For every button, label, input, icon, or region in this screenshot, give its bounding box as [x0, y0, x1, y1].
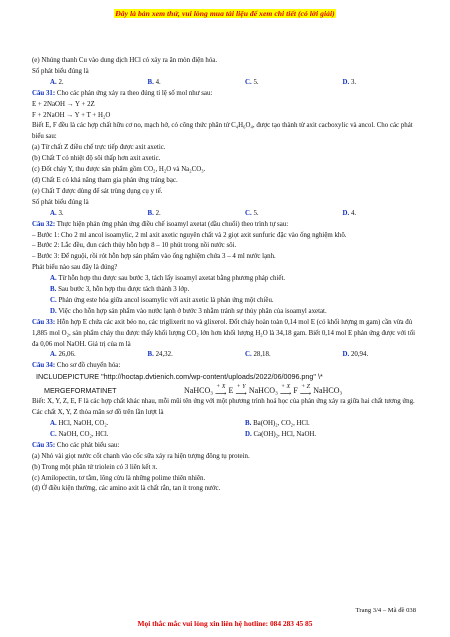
option-text: 5. [253, 78, 259, 86]
option-letter: D. [342, 351, 350, 359]
q34-options-row-1 [32, 419, 422, 430]
q34-merge-field: MERGEFORMATINET [44, 386, 117, 396]
q34-options-row-2 [32, 430, 422, 441]
option-letter: C. [50, 296, 57, 304]
q31-prompt: Số phát biểu đúng là [32, 198, 89, 206]
option-text: 3. [350, 78, 357, 86]
option-letter: C. [50, 430, 57, 438]
option-letter: A. [50, 275, 57, 283]
arrow-icon: ⟶ [235, 389, 247, 399]
q31-item-d: (d) Chất E có khả năng tham gia phản ứng tráng bạc. [32, 176, 178, 184]
option-letter: D. [50, 307, 57, 315]
arrow-icon: ⟶ [215, 389, 227, 399]
question-label: Câu 35: [32, 441, 56, 449]
question-stem: Cho các phản ứng xảy ra theo đúng tỉ lệ số mol như sau: [56, 89, 213, 97]
question-label: Câu 33: [32, 318, 56, 326]
q31-option-b [130, 209, 228, 220]
option-text: NaOH, CO₂, HCl. [58, 430, 109, 438]
q34-include-field: INCLUDEPICTURE "http://hoctap.dvtienich.com/wp-content/uploads/2022/06/0096.png" \* [36, 372, 323, 382]
option-letter: A. [50, 209, 57, 217]
option-text: Ba(OH)₂, CO₂, HCl. [253, 420, 310, 427]
q33-option-a [32, 350, 130, 361]
q32-prompt: Phát biểu nào sau đây là đúng? [32, 264, 118, 272]
q33-option-c [227, 350, 325, 361]
q32-option-d [32, 307, 422, 318]
arrow-icon: ⟶ [299, 389, 312, 399]
hotline-footer: Mọi thắc mắc vui lòng xin liên hệ hotline: 084 283 45 85 [137, 619, 313, 628]
q31-option-c [227, 209, 325, 220]
option-text: Sau bước 3, hỗn hợp thu được tách thành 3 lớp. [58, 286, 190, 294]
chain-arrow [215, 384, 226, 397]
question-stem: Thực hiện phản ứng phản ứng điều chế isoamyl axetat (dầu chuối) theo trình tự sau: [56, 220, 289, 228]
option-text: 2. [58, 78, 64, 86]
chain-species: F [293, 386, 298, 396]
preview-banner-text: Đây là bản xem thử, vui lòng mua tài liệu để xem chi tiết (có lời giải) [115, 9, 335, 18]
option-letter: B. [147, 209, 154, 217]
option-letter: D. [245, 430, 252, 438]
option-text: Phản ứng este hóa giữa ancol isoamylic với axit axetic là phản ứng một chiều. [58, 296, 274, 304]
q31-stem [32, 89, 422, 100]
q35-item-a: (a) Nhỏ vài giọt nước cốt chanh vào cốc sữa xảy ra hiện tượng đông tụ protein. [32, 452, 250, 460]
preview-banner [0, 9, 450, 18]
arrow-label: + Y [236, 384, 246, 391]
option-text: Ca(OH)₂, HCl, NaOH. [253, 430, 317, 438]
q35-item-b: (b) Trong một phân tử triolein có 3 liên kết π. [32, 463, 158, 471]
chain-species: E [228, 386, 234, 396]
document-content [32, 56, 422, 495]
q34-option-c [32, 430, 227, 441]
q31-item-c: (c) Đốt cháy Y, thu được sản phẩm gồm CO₂, H₂O và Na₂CO₃. [32, 166, 206, 174]
option-letter: C. [245, 209, 252, 217]
q30-option-d [325, 78, 423, 89]
q31-item-b: (b) Chất T có nhiệt độ sôi thấp hơn axit axetic. [32, 155, 161, 163]
option-text: HCl, NaOH, CO₂. [58, 420, 109, 427]
option-letter: B. [147, 351, 154, 359]
option-text: 2. [155, 209, 161, 217]
option-letter: A. [50, 78, 57, 86]
question-stem: Cho sơ đồ chuyển hóa: [56, 362, 121, 370]
q32-step-3: – Bước 3: Để nguội, rồi rót hỗn hợp sản phẩm vào ống nghiệm chứa 3 – 4 ml nước lạnh. [32, 253, 276, 261]
option-letter: B. [245, 420, 252, 427]
option-letter: C. [245, 351, 252, 359]
arrow-label: + X [280, 384, 291, 391]
q30-options [32, 78, 422, 89]
option-text: 5. [253, 209, 259, 217]
option-letter: A. [50, 420, 57, 427]
option-letter: D. [342, 78, 350, 86]
q31-options [32, 209, 422, 220]
q35-stem [32, 441, 422, 452]
q30-option-a [32, 78, 130, 89]
q35-item-d: (d) Ở điều kiện thường, các amino axit là chất rắn, tan ít trong nước. [32, 485, 221, 493]
option-letter: D. [342, 209, 350, 217]
q34-option-a [32, 419, 227, 430]
option-letter: C. [245, 78, 252, 86]
q34-reaction-chain [32, 384, 422, 397]
question-label: Câu 32: [32, 220, 56, 228]
option-letter: B. [50, 286, 57, 294]
chain-arrow [235, 384, 246, 397]
q31-reaction-2: F + 2NaOH → Y + T + H₂O [32, 111, 111, 119]
q31-info: Biết E, F đều là các hợp chất hữu cơ no, mạch hở, có công thức phân tử C₄H₆O₄, được tạo thành từ axit cacboxylic và ancol. Cho các phát biểu sau: [32, 122, 413, 141]
arrow-label: + X [216, 384, 226, 391]
page-number: Trang 3/4 – Mã đề 038 [355, 607, 416, 614]
q31-reaction-1: E + 2NaOH → Y + 2Z [32, 100, 95, 108]
q34-stem [32, 361, 422, 372]
question-label: Câu 34: [32, 362, 56, 370]
option-text: 24,32. [155, 351, 173, 359]
question-stem: Hỗn hợp E chứa các axit béo no, các triglixerit no và glixerol. Đốt cháy hoàn toàn 0,14 mol E (có khối lượng m gam) cần vừa đủ 1,885 mol O₂, sản phẩm cháy thu được thấy khối lượng CO₂ lớn hơn khối lượng H₂O là 34,18 gam. Biết 0,14 mol E phản ứng được với tối đa 0,06 mol NaOH. Giá trị của m là [32, 318, 416, 348]
option-text: 4. [155, 78, 161, 86]
option-text: 20,94. [350, 351, 369, 359]
option-text: 3. [58, 209, 64, 217]
option-letter: B. [147, 78, 154, 86]
q31-item-e: (e) Chất T được dùng để sát trùng dụng cụ y tế. [32, 187, 163, 195]
q33-stem [32, 318, 422, 351]
q31-option-d [325, 209, 423, 220]
q35-item-c: (c) Amilopectin, tơ tằm, lông cừu là những polime thiên nhiên. [32, 474, 206, 482]
q33-option-b [130, 350, 228, 361]
option-letter: A. [50, 351, 57, 359]
question-stem: Cho các phát biểu sau: [56, 441, 120, 449]
q30-option-b [130, 78, 228, 89]
arrow-label: + Z [301, 384, 310, 391]
q30-prompt: Số phát biểu đúng là [32, 67, 89, 75]
q32-option-b [32, 285, 422, 296]
q32-step-1: – Bước 1: Cho 2 ml ancol isoamylic, 2 ml axit axetic nguyên chất và 2 giọt axit sunfuric đặc vào ống nghiệm khô. [32, 231, 347, 239]
chain-species: NaHCO₃ [248, 386, 278, 396]
option-text: Việc cho hỗn hợp sản phẩm vào nước lạnh ở bước 3 nhằm tránh sự thủy phân của isoamyl axetat. [58, 307, 327, 315]
question-label: Câu 31: [32, 89, 56, 97]
chain-arrow [300, 384, 311, 397]
option-text: 26,06. [58, 351, 76, 359]
chain-species: NaHCO₃ [313, 386, 343, 396]
q32-option-a [32, 274, 422, 285]
arrow-icon: ⟶ [279, 389, 292, 399]
q31-option-a [32, 209, 130, 220]
q32-stem [32, 220, 422, 231]
option-text: Từ hỗn hợp thu được sau bước 3, tách lấy isoamyl axetat bằng phương pháp chiết. [58, 275, 286, 283]
q32-step-2: – Bước 2: Lắc đều, đun cách thủy hỗn hợp 8 – 10 phút trong nồi nước sôi. [32, 242, 237, 250]
option-text: 28,18. [253, 351, 271, 359]
q33-options [32, 350, 422, 361]
q30-item-e: (e) Nhúng thanh Cu vào dung dịch HCl có xảy ra ăn mòn điện hóa. [32, 57, 218, 64]
q30-option-c [227, 78, 325, 89]
q31-item-a: (a) Từ chất Z điều chế trực tiếp được axit axetic. [32, 144, 166, 152]
chain-species: NaHCO₃ [184, 386, 214, 396]
option-text: 4. [350, 209, 357, 217]
q32-option-c [32, 296, 422, 307]
q34-option-b [227, 419, 422, 430]
q34-option-d [227, 430, 422, 441]
q34-info: Biết: X, Y, Z, E, F là các hợp chất khác nhau, mỗi mũi tên ứng với một phương trình hoá học của phản ứng xảy ra giữa hai chất tương ứng. Các chất X, Y, Z thỏa mãn sơ đồ trên lần lượt là [32, 398, 415, 417]
q33-option-d [325, 350, 423, 361]
chain-arrow [280, 384, 291, 397]
